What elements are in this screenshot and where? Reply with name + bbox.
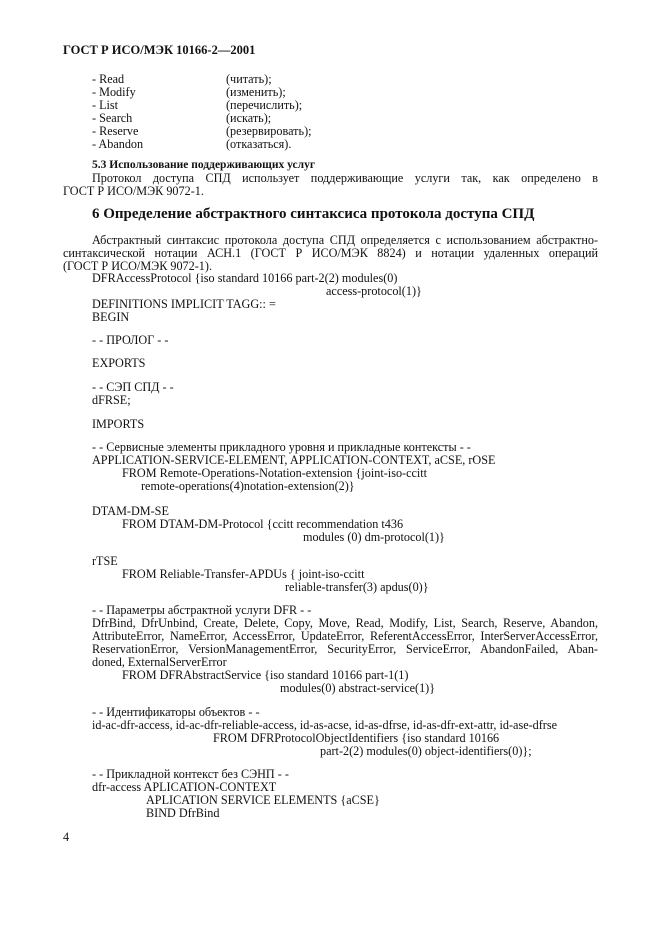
section-6-paragraph-line: (ГОСТ Р ИСО/МЭК 9072-1). <box>63 259 213 273</box>
operation-meaning: (изменить); <box>226 85 286 99</box>
operation-meaning: (перечислить); <box>226 98 303 112</box>
code-comment: - - Прикладной контекст без СЭНП - - <box>92 767 289 781</box>
operation-meaning: (отказаться). <box>226 137 292 151</box>
code-line: APLICATION SERVICE ELEMENTS {aCSE} <box>146 793 380 807</box>
code-line: id-ac-dfr-access, id-ac-dfr-reliable-access, id-as-acse, id-as-dfrse, id-as-dfr-ext-attr, id-ase-dfrse <box>92 718 558 732</box>
code-line: DTAM-DM-SE <box>92 504 169 518</box>
code-line: rTSE <box>92 554 118 568</box>
code-line: doned, ExternalServerError <box>92 655 227 669</box>
code-line: remote-operations(4)notation-extension(2)} <box>141 479 355 493</box>
section-6-paragraph-line: синтаксической нотации АСН.1 (ГОСТ Р ИСО/МЭК 8824) и нотации удаленных операций <box>63 246 598 260</box>
code-line: FROM DFRProtocolObjectIdentifiers {iso standard 10166 <box>213 731 500 745</box>
operation-meaning: (искать); <box>226 111 272 125</box>
code-line: DFRAccessProtocol {iso standard 10166 part-2(2) modules(0) <box>92 271 398 285</box>
code-line: modules (0) dm-protocol(1)} <box>303 530 445 544</box>
code-line: reliable-transfer(3) apdus(0)} <box>285 580 429 594</box>
code-line: AttributeError, NameError, AccessError, UpdateError, ReferentAccessError, InterServerAccessError, <box>92 629 598 643</box>
code-comment: - - Идентификаторы объектов - - <box>92 705 260 719</box>
code-line: FROM DFRAbstractService {iso standard 10166 part-1(1) <box>122 668 409 682</box>
code-line: FROM Reliable-Transfer-APDUs { joint-iso-ccitt <box>122 567 365 581</box>
code-line: FROM Remote-Operations-Notation-extension {joint-iso-ccitt <box>122 466 428 480</box>
section-5-3-text-line: Протокол доступа СПД использует поддерживающие услуги так, как определено в <box>92 171 598 185</box>
code-line: modules(0) abstract-service(1)} <box>280 681 436 695</box>
list-item <box>92 138 291 151</box>
operation-name: - List <box>92 98 119 112</box>
code-line: ReservationError, VersionManagementError, SecurityError, ServiceError, AbandonFailed, Aban- <box>92 642 598 656</box>
section-5-3-heading: 5.3 Использование поддерживающих услуг <box>92 159 316 171</box>
code-line: DEFINITIONS IMPLICIT TAGG:: = <box>92 297 276 311</box>
code-line: BIND DfrBind <box>146 806 220 820</box>
code-line: EXPORTS <box>92 356 146 370</box>
section-6-heading: 6 Определение абстрактного синтаксиса протокола доступа СПД <box>92 206 535 222</box>
operation-name: - Search <box>92 111 133 125</box>
code-line: BEGIN <box>92 310 130 324</box>
operation-name: - Abandon <box>92 137 144 151</box>
code-line: APPLICATION-SERVICE-ELEMENT, APPLICATION-CONTEXT, aCSE, rOSE <box>92 453 496 467</box>
code-line: DfrBind, DfrUnbind, Create, Delete, Copy, Move, Read, Modify, List, Search, Reserve, Abandon, <box>92 616 598 630</box>
code-line: dfr-access APLICATION-CONTEXT <box>92 780 277 794</box>
section-6-paragraph-line: Абстрактный синтаксис протокола доступа СПД определяется с использованием абстрактно- <box>92 233 598 247</box>
operation-name: - Reserve <box>92 124 139 138</box>
code-comment: - - СЭП СПД - - <box>92 380 174 394</box>
operation-meaning: (читать); <box>226 72 272 86</box>
operation-name: - Read <box>92 72 125 86</box>
code-line: dFRSE; <box>92 393 131 407</box>
page-number: 4 <box>63 830 70 844</box>
code-comment: - - Сервисные элементы прикладного уровня и прикладные контексты - - <box>92 440 471 454</box>
code-comment: - - ПРОЛОГ - - <box>92 333 169 347</box>
code-line: FROM DTAM-DM-Protocol {ccitt recommendation t436 <box>122 517 404 531</box>
code-line: access-protocol(1)} <box>326 284 422 298</box>
page-header: ГОСТ Р ИСО/МЭК 10166-2—2001 <box>63 43 256 57</box>
operation-meaning: (резервировать); <box>226 124 312 138</box>
section-5-3-text-line: ГОСТ Р ИСО/МЭК 9072-1. <box>63 184 204 198</box>
code-line: IMPORTS <box>92 417 145 431</box>
code-comment: - - Параметры абстрактной услуги DFR - - <box>92 603 312 617</box>
code-line: part-2(2) modules(0) object-identifiers(0)}; <box>320 744 532 758</box>
operation-name: - Modify <box>92 85 136 99</box>
